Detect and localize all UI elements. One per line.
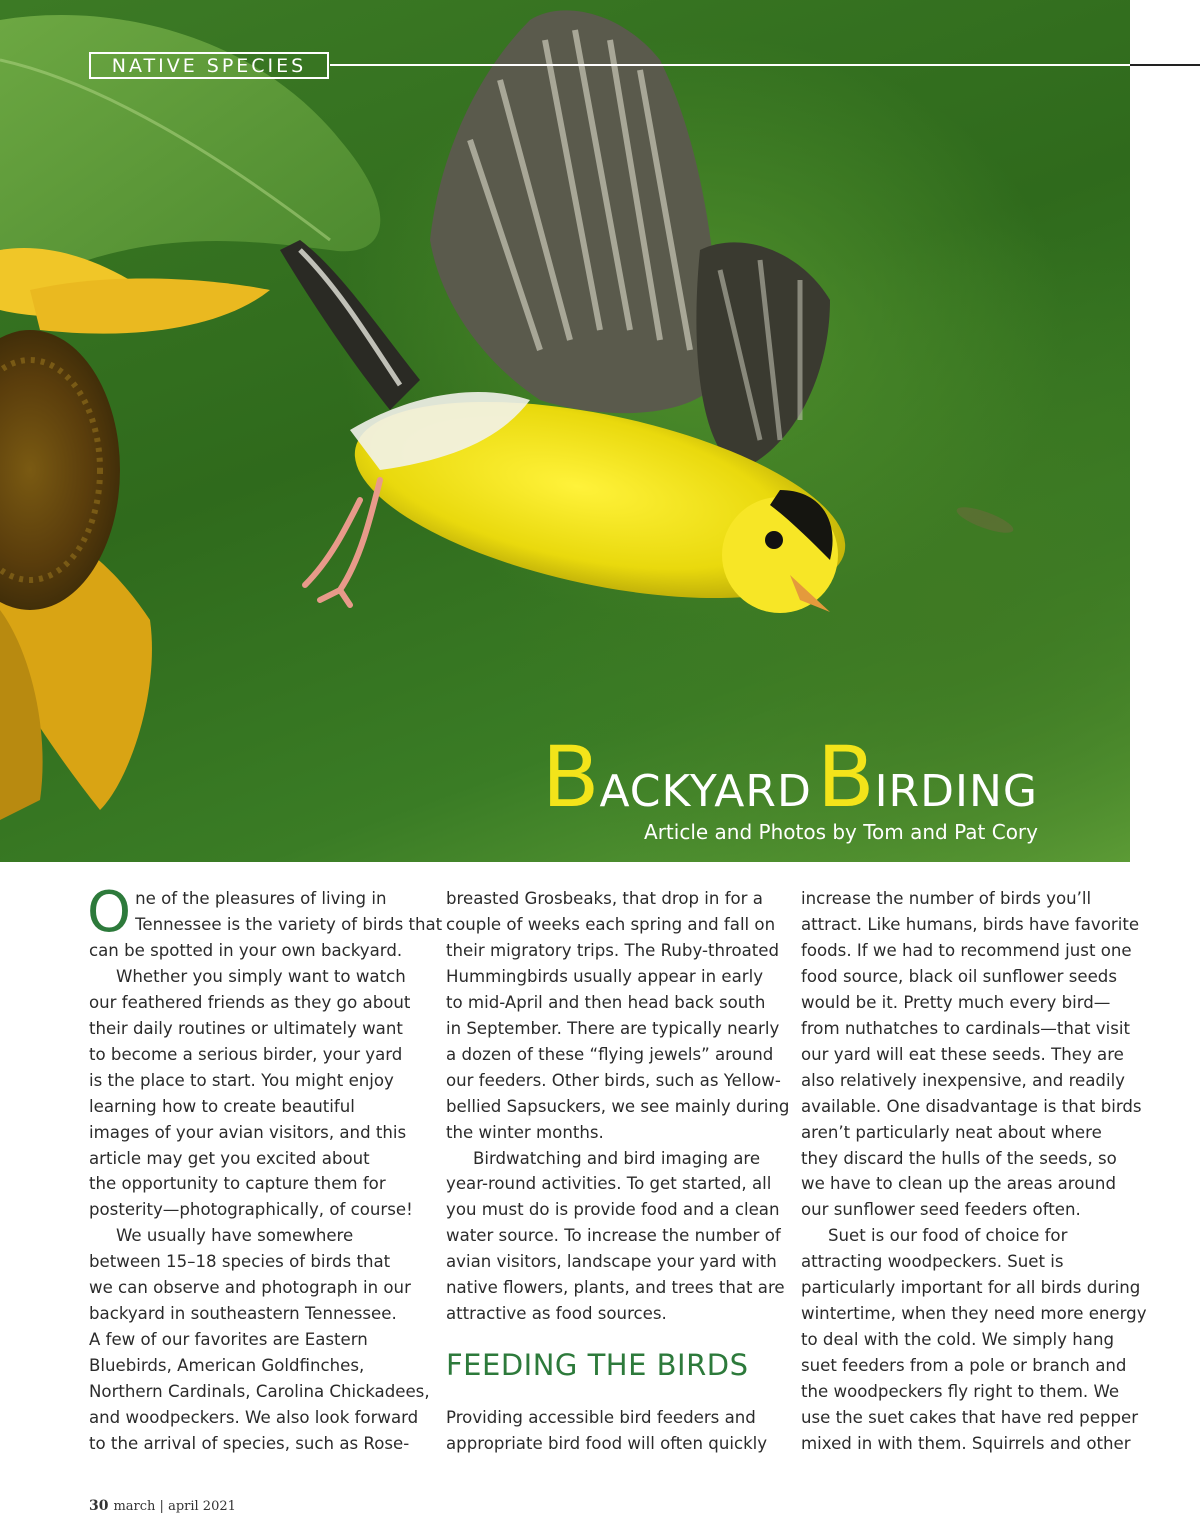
text-line: we can observe and photograph in our: [89, 1278, 411, 1298]
text-line: backyard in southeastern Tennessee.: [89, 1304, 397, 1324]
text-line: we have to clean up the areas around: [801, 1174, 1116, 1194]
text-line: Providing accessible bird feeders and: [446, 1408, 756, 1428]
text-line: attracting woodpeckers. Suet is: [801, 1252, 1064, 1272]
section-heading: FEEDING THE BIRDS: [446, 1348, 749, 1383]
text-line: Suet is our food of choice for: [828, 1226, 1068, 1246]
text-line: wintertime, when they need more energy: [801, 1304, 1147, 1324]
text-line: particularly important for all birds during: [801, 1278, 1141, 1298]
text-line: learning how to create beautiful: [89, 1096, 355, 1116]
text-line: and woodpeckers. We also look forward: [89, 1408, 419, 1428]
text-line: they discard the hulls of the seeds, so: [801, 1148, 1117, 1168]
drop-cap: O: [87, 880, 132, 945]
paragraph: [801, 886, 1142, 1223]
text-line: our yard will eat these seeds. They are: [801, 1044, 1124, 1064]
text-line: water source. To increase the number of: [446, 1226, 781, 1246]
title-cap-1: B: [541, 728, 600, 826]
text-line: bellied Sapsuckers, we see mainly during: [446, 1096, 790, 1116]
text-line: in September. There are typically nearly: [446, 1018, 780, 1038]
page-number: 30: [89, 1498, 109, 1514]
text-line: Birdwatching and bird imaging are: [473, 1148, 761, 1168]
paragraph: [446, 1146, 785, 1328]
column-1: [87, 880, 443, 1457]
text-line: Northern Cardinals, Carolina Chickadees,: [89, 1382, 430, 1402]
text-line: food source, black oil sunflower seeds: [801, 966, 1117, 986]
column-2: [446, 886, 790, 1457]
text-line: is the place to start. You might enjoy: [89, 1070, 394, 1090]
text-line: Hummingbirds usually appear in early: [446, 966, 764, 986]
text-line: the opportunity to capture them for: [89, 1174, 386, 1194]
text-line: their migratory trips. The Ruby-throated: [446, 940, 780, 960]
edge-rule: [1130, 64, 1200, 66]
title-rest-2: IRDING: [874, 766, 1038, 817]
text-line: posterity—photographically, of course!: [89, 1200, 413, 1220]
text-line: also relatively inexpensive, and readily: [801, 1070, 1126, 1090]
text-line: article may get you excited about: [89, 1148, 370, 1168]
text-line: foods. If we had to recommend just one: [801, 940, 1132, 960]
paragraph: [87, 880, 443, 964]
text-line: the woodpeckers fly right to them. We: [801, 1382, 1120, 1402]
text-line: appropriate bird food will often quickly: [446, 1434, 768, 1454]
text-line: Tennessee is the variety of birds that: [135, 914, 443, 934]
issue-date: march | april 2021: [113, 1499, 236, 1514]
text-line: use the suet cakes that have red pepper: [801, 1408, 1139, 1428]
text-line: can be spotted in your own backyard.: [89, 940, 403, 960]
text-line: you must do is provide food and a clean: [446, 1200, 780, 1220]
text-line: from nuthatches to cardinals—that visit: [801, 1018, 1130, 1038]
text-line: a dozen of these “flying jewels” around: [446, 1044, 774, 1064]
byline: Article and Photos by Tom and Pat Cory: [644, 820, 1038, 844]
text-line: between 15–18 species of birds that: [89, 1252, 391, 1272]
text-line: attractive as food sources.: [446, 1304, 667, 1324]
text-line: our sunflower seed feeders often.: [801, 1200, 1081, 1220]
text-line: We usually have somewhere: [116, 1226, 354, 1246]
text-line: would be it. Pretty much every bird—: [801, 992, 1111, 1012]
paragraph: [446, 1405, 778, 1457]
text-line: our feeders. Other birds, such as Yellow-: [446, 1070, 781, 1090]
page-footer: [89, 1498, 236, 1514]
text-line: native flowers, plants, and trees that are: [446, 1278, 785, 1298]
text-line: available. One disadvantage is that birds: [801, 1096, 1142, 1116]
section-tag: NATIVE SPECIES: [89, 52, 329, 79]
text-line: year-round activities. To get started, all: [446, 1174, 772, 1194]
text-line: attract. Like humans, birds have favorite: [801, 914, 1140, 934]
tag-rule: [330, 64, 1130, 66]
text-line: aren’t particularly neat about where: [801, 1122, 1102, 1142]
text-line: avian visitors, landscape your yard with: [446, 1252, 777, 1272]
text-line: A few of our favorites are Eastern: [89, 1330, 368, 1350]
text-line: to deal with the cold. We simply hang: [801, 1330, 1114, 1350]
paragraph: [446, 886, 790, 1146]
paragraph: [89, 1223, 430, 1457]
title-cap-2: B: [816, 728, 875, 826]
text-line: to the arrival of species, such as Rose-: [89, 1434, 410, 1454]
text-line: our feathered friends as they go about: [89, 992, 411, 1012]
column-3: [801, 886, 1147, 1457]
text-line: their daily routines or ultimately want: [89, 1018, 403, 1038]
text-line: to become a serious birder, your yard: [89, 1044, 403, 1064]
title-rest-1: ACKYARD: [599, 766, 812, 817]
text-line: to mid-April and then head back south: [446, 992, 766, 1012]
text-line: Bluebirds, American Goldfinches,: [89, 1356, 365, 1376]
paragraph: [89, 964, 421, 1224]
text-line: suet feeders from a pole or branch and: [801, 1356, 1127, 1376]
text-line: images of your avian visitors, and this: [89, 1122, 407, 1142]
text-line: Whether you simply want to watch: [116, 966, 406, 986]
paragraph: [801, 1223, 1147, 1457]
text-line: couple of weeks each spring and fall on: [446, 914, 776, 934]
text-line: the winter months.: [446, 1122, 604, 1142]
text-line: increase the number of birds you’ll: [801, 889, 1092, 908]
text-line: ne of the pleasures of living in: [135, 889, 387, 908]
text-line: breasted Grosbeaks, that drop in for a: [446, 889, 763, 908]
text-line: mixed in with them. Squirrels and other: [801, 1434, 1131, 1454]
